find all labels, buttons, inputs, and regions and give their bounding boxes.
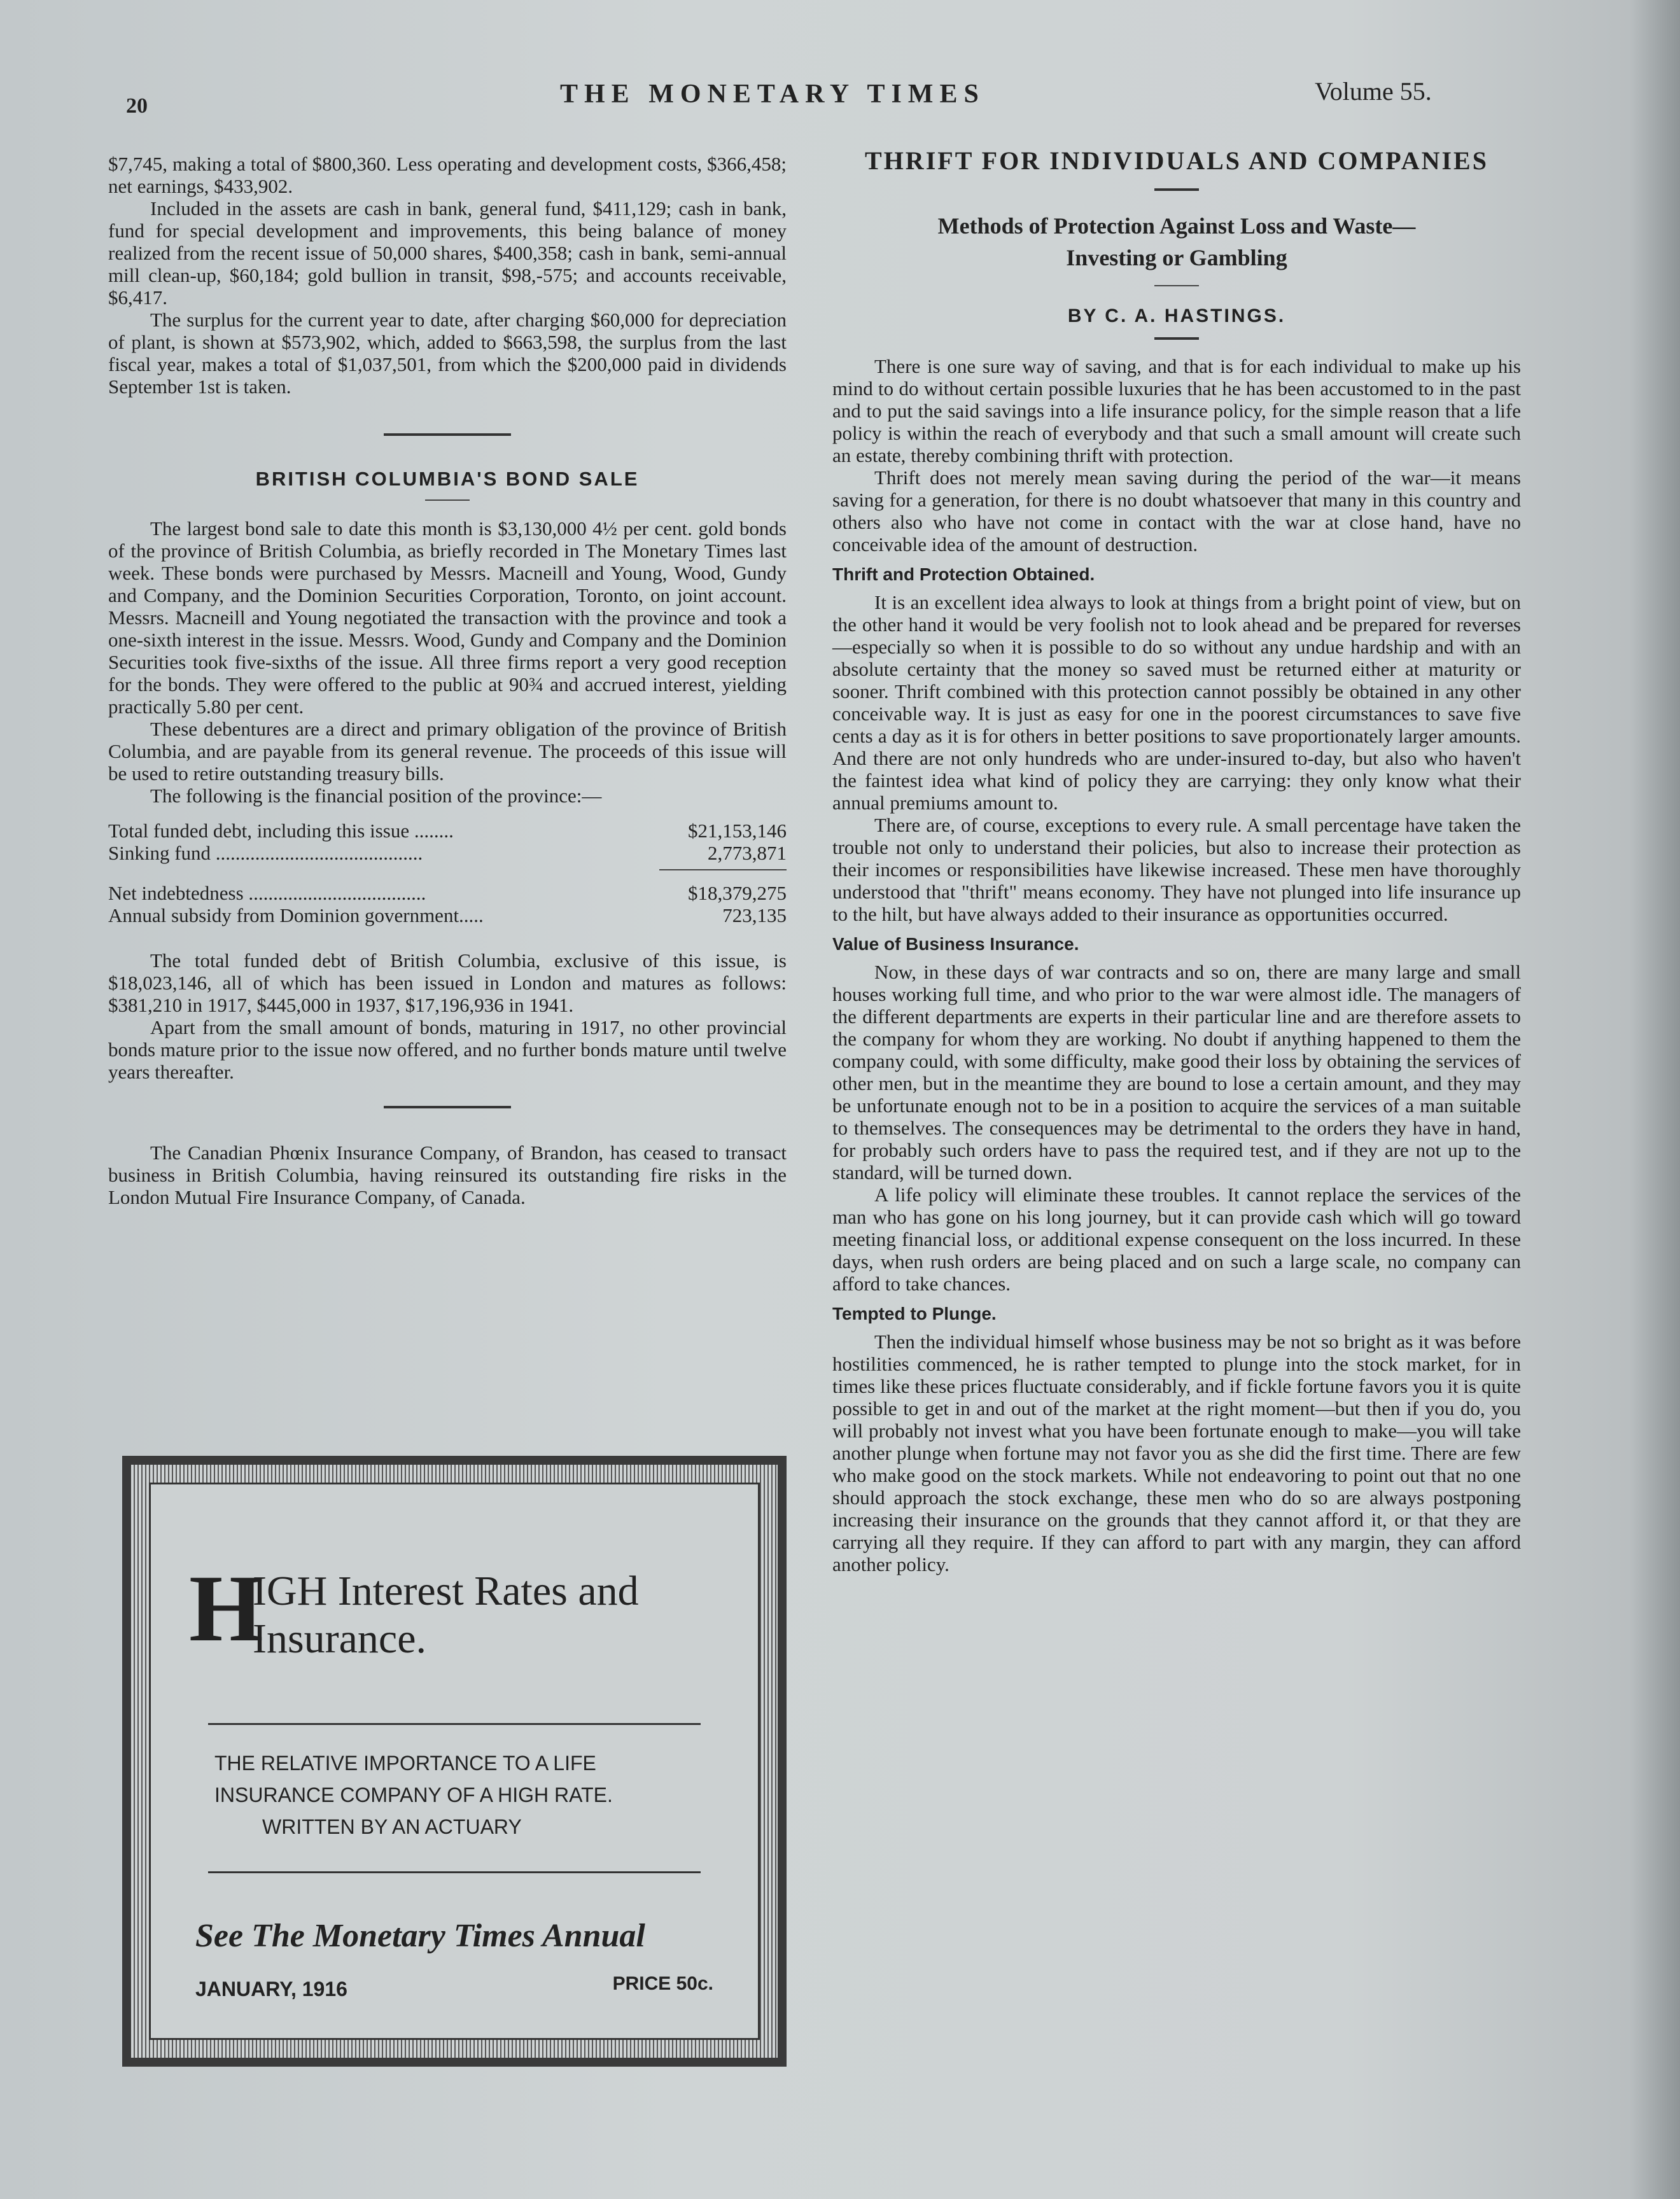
title-rule xyxy=(1154,285,1199,286)
financial-amount: 2,773,871 xyxy=(708,842,787,864)
ad-subline: INSURANCE COMPANY OF A HIGH RATE. xyxy=(214,1784,613,1806)
subtitle-line: Methods of Protection Against Loss and Waste— xyxy=(937,213,1416,239)
ad-price: PRICE 50c. xyxy=(612,1973,713,1994)
ad-rule xyxy=(208,1723,701,1725)
article-paragraph: Now, in these days of war contracts and so on, there are many large and small houses working full time, and who prior to the war were almost idle. The managers of the different departments are experts in their particular line and are therefore assets to the company for whom they are working. No doubt if anything happened to them the company could, with some difficulty, make good their loss by obtaining the services of other men, but in the meantime they are bound to lose a certain amount, and they may be unfortunate enough not to be in a position to acquire the services of a man suitable to themselves. The consequences may be detrimental to the orders they have in hand, for probably such orders have to pass the required test, and if they are not up to the standard, will be turned down. xyxy=(832,961,1521,1183)
masthead: THE MONETARY TIMES xyxy=(560,80,985,109)
section-heading: Tempted to Plunge. xyxy=(832,1304,997,1323)
section-divider xyxy=(384,1106,511,1108)
ad-subline: THE RELATIVE IMPORTANCE TO A LIFE xyxy=(214,1752,596,1775)
ad-inner-frame xyxy=(149,1483,760,2040)
financial-label: Total funded debt, including this issue ........ xyxy=(108,820,454,842)
financial-label: Net indebtedness .................................... xyxy=(108,882,426,904)
bond-sale-paragraph: The total funded debt of British Columbia, exclusive of this issue, is $18,023,146, all of which has been issued in London and matures as follows: $381,210 in 1917, $445,000 in 1937, $17,196,936 in 1941. xyxy=(108,949,787,1016)
title-rule xyxy=(1154,188,1199,191)
title-rule xyxy=(1154,337,1199,340)
financial-row xyxy=(108,904,787,926)
bond-sale-paragraph: The largest bond sale to date this month is $3,130,000 4½ per cent. gold bonds of the province of British Columbia, as briefly recorded in The Monetary Times last week. These bonds were purchased by Messrs. Macneill and Young, Wood, Gundy and Company, and the Dominion Securities Corporation, Toronto, on joint account. Messrs. Macneill and Young negotiated the transaction with the province and took a one-sixth interest in the issue. Messrs. Wood, Gundy and Company and the Dominion Securities took five-sixths of the issue. All three firms report a very good reception for the bonds. They were offered to the public at 90¾ and accrued interest, yielding practically 5.80 per cent. xyxy=(108,517,787,718)
ad-date: JANUARY, 1916 xyxy=(195,1978,347,2000)
financial-row xyxy=(108,820,787,842)
intro-paragraph: $7,745, making a total of $800,360. Less operating and development costs, $366,458; net earnings, $433,902. xyxy=(108,153,787,197)
section-divider xyxy=(384,433,511,436)
subtitle-line: Investing or Gambling xyxy=(1066,245,1287,270)
ad-headline: Insurance. xyxy=(253,1616,427,1662)
article-paragraph: Then the individual himself whose business may be not so bright as it was before hostilities commenced, he is rather tempted to plunge into the stock market, for in times like these prices fluctuate considerably, and if fickle fortune favors you it is quite possible to get in and out of the market at the right moment—but then if you do, you will probably not invest what you have been fortunate enough to make—you will take another plunge when fortune may not favor you as she did the first time. There are few who make good on the stock markets. While not endeavoring to point out that no one should approach the stock exchange, these men who do so are always postponing increasing their insurance on the grounds that they cannot afford it, or that they are carrying all they require. If they can afford to part with any margin, they can afford another policy. xyxy=(832,1330,1521,1575)
article-title: THRIFT FOR INDIVIDUALS AND COMPANIES xyxy=(865,146,1488,175)
section-heading: Value of Business Insurance. xyxy=(832,934,1079,954)
bond-sale-paragraph: The following is the financial position of the province:— xyxy=(150,785,602,807)
article-subtitle xyxy=(832,210,1521,274)
ad-headline: IGH Interest Rates and xyxy=(253,1568,639,1614)
article-paragraph: There is one sure way of saving, and that is for each individual to make up his mind to do without certain possible luxuries that he has been accustomed to in the past and to put the said savings into a life insurance policy, for the simple reason that a life policy is within the reach of everybody and that such a small amount will create such an estate, thereby combining thrift with protection. xyxy=(832,355,1521,466)
financial-amount: $21,153,146 xyxy=(688,820,787,842)
financial-label: Annual subsidy from Dominion government..... xyxy=(108,904,484,926)
annual-advertisement xyxy=(122,1456,787,2067)
bond-sale-title: BRITISH COLUMBIA'S BOND SALE xyxy=(255,468,640,490)
financial-amount: 723,135 xyxy=(722,904,787,926)
ad-rule xyxy=(208,1871,701,1873)
left-column xyxy=(108,153,787,1208)
article-byline: BY C. A. HASTINGS. xyxy=(1067,305,1286,326)
intro-paragraph: Included in the assets are cash in bank, general fund, $411,129; cash in bank, fund for special development and improvements, this being balance of money realized from the recent issue of 50,000 shares, $400,358; cash in bank, semi-annual mill clean-up, $60,184; gold bullion in transit, $98,-575; and accounts receivable, $6,417. xyxy=(108,197,787,309)
intro-paragraph: The surplus for the current year to date, after charging $60,000 for depreciation of plant, is shown at $573,902, which, added to $663,598, the surplus from the last fiscal year, makes a total of $1,037,501, from which the $200,000 paid in dividends September 1st is taken. xyxy=(108,309,787,398)
financial-table xyxy=(108,820,787,926)
financial-label: Sinking fund .......................................... xyxy=(108,842,423,864)
article-paragraph: There are, of course, exceptions to every rule. A small percentage have taken the trouble not only to understand their policies, but also to increase their protection as their incomes or responsibilities have likewise increased. These men have thoroughly understood that "thrift" means economy. They have not plunged into life insurance up to the hilt, but have always added to their insurance as opportunities occurred. xyxy=(832,814,1521,925)
volume-label: Volume 55. xyxy=(1315,77,1432,106)
page-number: 20 xyxy=(126,94,148,118)
article-paragraph: It is an excellent idea always to look at things from a bright point of view, but on the other hand it would be very foolish not to look ahead and be prepared for reverses—especially so when it is possible to do so without any undue hardship and with an absolute certainty that the money so saved must be returned either at maturity or sooner. Thrift combined with this protection cannot possibly be obtained in any other conceivable way. It is just as easy for one in the poorest circumstances to save five cents a day as it is for others in better positions to save proportionately larger amounts. And there are not only hundreds who are under-insured to-day, but also who haven't the faintest idea what kind of policy they are carrying: they only know what their annual premiums amount to. xyxy=(832,591,1521,814)
ad-see-annual: See The Monetary Times Annual xyxy=(195,1918,645,1954)
ad-subline: WRITTEN BY AN ACTUARY xyxy=(262,1815,522,1838)
financial-row xyxy=(108,882,787,904)
bond-sale-paragraph: Apart from the small amount of bonds, maturing in 1917, no other provincial bonds mature prior to the issue now offered, and no further bonds mature until twelve years thereafter. xyxy=(108,1016,787,1083)
financial-amount: $18,379,275 xyxy=(688,882,787,904)
financial-row xyxy=(108,842,787,864)
article-paragraph: A life policy will eliminate these troubles. It cannot replace the services of the man who has gone on his long journey, but it can provide cash which will go toward meeting financial loss, or additional expense consequent on the loss incurred. In these days, when rush orders are being placed and on such a large scale, no company can afford to take chances. xyxy=(832,1183,1521,1295)
right-column xyxy=(832,143,1521,1575)
section-heading: Thrift and Protection Obtained. xyxy=(832,564,1095,584)
ad-drop-cap: H xyxy=(189,1556,263,1661)
phoenix-notice: The Canadian Phœnix Insurance Company, of Brandon, has ceased to transact business in British Columbia, having reinsured its outstanding fire risks in the London Mutual Fire Insurance Company, of Canada. xyxy=(108,1141,787,1208)
bond-sale-paragraph: These debentures are a direct and primary obligation of the province of British Columbia, and are payable from its general revenue. The proceeds of this issue will be used to retire outstanding treasury bills. xyxy=(108,718,787,785)
sum-rule xyxy=(659,869,787,870)
article-paragraph: Thrift does not merely mean saving during the period of the war—it means saving for a generation, for there is no doubt whatsoever that many in this country and others also who have not come in contact with the war at close hand, have no conceivable idea of the amount of destruction. xyxy=(832,466,1521,555)
title-rule xyxy=(425,499,470,501)
page-header xyxy=(0,71,1680,122)
